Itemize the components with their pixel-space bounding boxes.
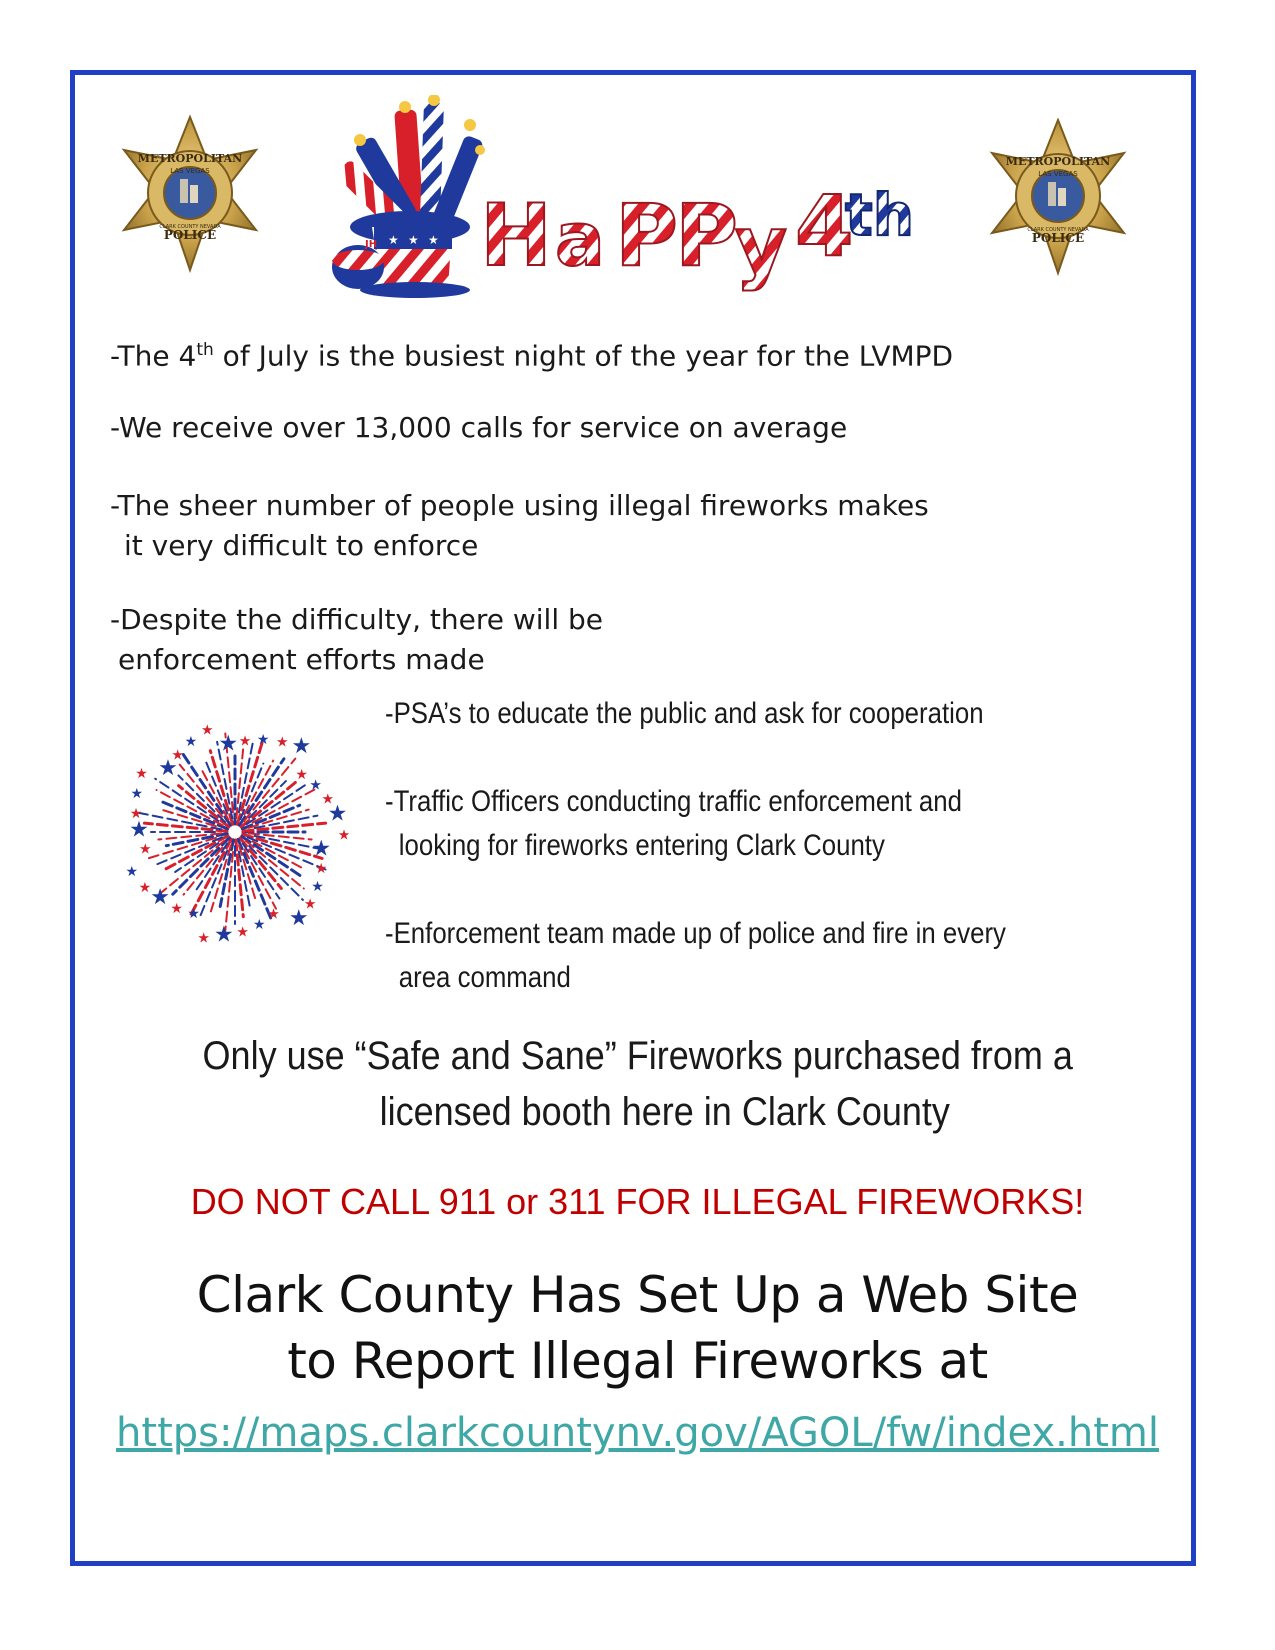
burst-star: ★ <box>238 733 252 750</box>
burst-star: ★ <box>303 896 317 913</box>
svg-text:★: ★ <box>408 233 419 247</box>
burst-star: ★ <box>150 885 170 911</box>
badge-bottom-text: POLICE <box>1031 231 1085 245</box>
burst-star: ★ <box>311 836 332 862</box>
svg-text:★: ★ <box>428 233 439 247</box>
svg-text:★: ★ <box>388 233 399 247</box>
burst-star: ★ <box>295 767 308 783</box>
badge-ring-text: CLARK COUNTY NEVADA <box>1027 227 1089 233</box>
bullet-enforcement-efforts: -Despite the difficulty, there will be enforcement efforts made <box>110 603 603 676</box>
burst-star: ★ <box>288 906 309 932</box>
title-letter-p2: P <box>675 186 739 286</box>
badge-bottom-text: POLICE <box>163 228 217 242</box>
sub-bullet-enforcement-team: -Enforcement team made up of police and fire in every area command <box>385 917 1006 994</box>
burst-star: ★ <box>130 786 144 803</box>
burst-star: ★ <box>197 930 210 947</box>
title-suffix-th: th <box>845 181 915 249</box>
burst-star: ★ <box>311 878 324 895</box>
burst-star: ★ <box>187 905 200 922</box>
sub-bullet-traffic-officers: -Traffic Officers conducting traffic enforcement and looking for fireworks entering Clark County <box>385 785 962 862</box>
metro-police-badge-right <box>978 118 1138 278</box>
report-website-heading: Clark County Has Set Up a Web Site to Report Illegal Fireworks at <box>196 1266 1079 1390</box>
burst-star: ★ <box>309 777 322 794</box>
burst-star: ★ <box>129 817 149 843</box>
burst-star: ★ <box>236 924 249 941</box>
firecracker-icon <box>332 239 384 289</box>
report-fireworks-link[interactable]: https://maps.clarkcountynv.gov/AGOL/fw/index.html <box>116 1410 1159 1456</box>
burst-star: ★ <box>327 801 348 827</box>
burst-star: ★ <box>218 731 239 757</box>
burst-star: ★ <box>158 756 178 781</box>
burst-star: ★ <box>253 916 266 933</box>
bullet-busiest-night: -The 4th of July is the busiest night of the year for the LVMPD <box>110 339 954 373</box>
title-letter-y: y <box>735 199 788 292</box>
burst-star: ★ <box>256 732 270 749</box>
burst-star: ★ <box>321 791 335 808</box>
badge-inner-text: LAS VEGAS <box>170 167 210 175</box>
burst-star: ★ <box>125 864 139 881</box>
rockets-icon <box>335 95 485 231</box>
badge-ring-text: CLARK COUNTY NEVADA <box>159 224 221 230</box>
burst-star: ★ <box>184 734 198 750</box>
badge-top-text: METROPOLITAN <box>1005 155 1111 168</box>
burst-star: ★ <box>291 733 312 759</box>
happy-4th-title <box>480 177 914 292</box>
burst-star: ★ <box>129 805 143 822</box>
hat-initials: JH <box>365 239 378 250</box>
burst-star: ★ <box>135 766 148 783</box>
burst-star: ★ <box>170 900 183 917</box>
bullet-difficult-to-enforce: -The sheer number of people using illegal fireworks makes it very difficult to enforce <box>110 489 929 562</box>
fireworks-burst-icon <box>115 712 355 952</box>
bullet-calls-for-service: -We receive over 13,000 calls for service on average <box>110 411 848 444</box>
badge-inner-text: LAS VEGAS <box>1038 170 1078 178</box>
burst-star: ★ <box>337 827 351 844</box>
burst-star: ★ <box>314 860 328 877</box>
burst-star: ★ <box>201 722 214 739</box>
burst-star: ★ <box>139 841 152 858</box>
burst-star: ★ <box>213 922 234 948</box>
badge-top-text: METROPOLITAN <box>137 152 243 165</box>
burst-center <box>229 826 241 838</box>
happy-4th-banner <box>330 95 940 300</box>
title-letter-h: H <box>480 186 552 286</box>
do-not-call-warning: DO NOT CALL 911 or 311 FOR ILLEGAL FIREWORKS! <box>190 1181 1085 1222</box>
sub-bullet-psas: -PSA’s to educate the public and ask for cooperation <box>385 697 984 730</box>
burst-ray <box>201 851 228 916</box>
title-letter-p1: P <box>615 186 679 286</box>
burst-star: ★ <box>171 747 184 764</box>
metro-police-badge-left <box>110 115 270 275</box>
safe-and-sane-notice: Only use “Safe and Sane” Fireworks purchased from a licensed booth here in Clark County <box>202 1034 1073 1134</box>
title-number-4: 4 <box>795 177 854 275</box>
burst-star: ★ <box>276 734 289 751</box>
burst-star: ★ <box>267 906 280 923</box>
title-letter-a: a <box>555 197 605 283</box>
burst-star: ★ <box>138 879 152 896</box>
